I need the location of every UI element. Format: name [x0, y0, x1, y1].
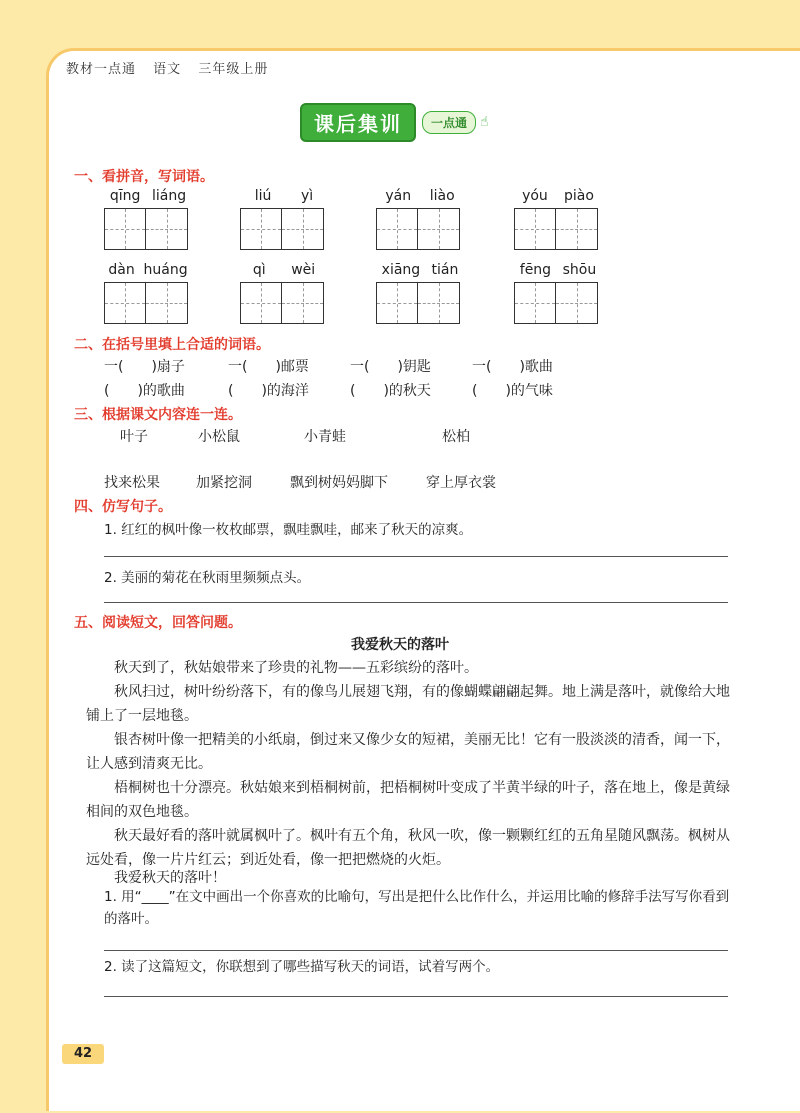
- pinyin-item: [514, 262, 602, 324]
- answer-line[interactable]: [104, 996, 728, 997]
- writing-box[interactable]: [376, 208, 418, 250]
- section-2-title: 二、在括号里填上合适的词语。: [74, 337, 270, 353]
- fill-item[interactable]: ( )的气味: [472, 383, 553, 399]
- article-paragraph: 银杏树叶像一把精美的小纸扇，倒过来又像少女的短裙，美丽无比！它有一股淡淡的清香，闻一下，让人感到清爽无比。: [86, 732, 730, 772]
- fill-item[interactable]: ( )的海洋: [228, 383, 309, 399]
- fill-item[interactable]: 一( )歌曲: [472, 359, 553, 375]
- pinyin-syllable: wèi: [291, 262, 316, 278]
- pinyin-syllable: liáng: [152, 188, 187, 204]
- section-4-title: 四、仿写句子。: [74, 499, 172, 515]
- section-5-title: 五、阅读短文，回答问题。: [74, 615, 242, 631]
- imitate-sentence-2: 2. 美丽的菊花在秋雨里频频点头。: [104, 570, 311, 586]
- pinyin-syllable: yán: [385, 188, 412, 204]
- pointing-hand-icon: ☝: [480, 114, 489, 130]
- pinyin-syllable: shōu: [562, 262, 597, 278]
- imitate-sentence-1: 1. 红红的枫叶像一枚枚邮票，飘哇飘哇，邮来了秋天的凉爽。: [104, 522, 473, 538]
- fill-item[interactable]: ( )的歌曲: [104, 383, 185, 399]
- banner-title: 课后集训: [300, 103, 416, 142]
- running-header: [66, 58, 280, 77]
- article-paragraph: 秋天到了，秋姑娘带来了珍贵的礼物——五彩缤纷的落叶。: [114, 660, 478, 676]
- pinyin-syllable: liào: [429, 188, 455, 204]
- connect-item-bottom[interactable]: 飘到树妈妈脚下: [290, 475, 388, 491]
- pinyin-item: [376, 188, 464, 250]
- section-3-title: 三、根据课文内容连一连。: [74, 407, 242, 423]
- answer-line[interactable]: [104, 556, 728, 557]
- fill-row-2: [104, 380, 594, 400]
- question-1: 1. 用“____”在文中画出一个你喜欢的比喻句，写出是把什么比作什么，并运用比喻的修辞手法写写你看到的落叶。: [104, 889, 730, 927]
- fill-row-1: [104, 356, 594, 376]
- grade: 三年级上册: [198, 62, 269, 77]
- pinyin-syllable: huáng: [143, 262, 188, 278]
- pinyin-syllable: xiāng: [381, 262, 421, 278]
- pinyin-syllable: qīng: [109, 188, 141, 204]
- writing-box[interactable]: [418, 208, 460, 250]
- section-1-title: 一、看拼音，写词语。: [74, 169, 214, 185]
- connect-item-bottom[interactable]: 穿上厚衣裳: [426, 475, 496, 491]
- banner-subtitle: 一点通: [422, 111, 476, 134]
- page-number: 42: [62, 1044, 104, 1064]
- pinyin-item: [240, 188, 328, 250]
- answer-line[interactable]: [104, 950, 728, 951]
- connect-item-bottom[interactable]: 加紧挖洞: [196, 475, 252, 491]
- pinyin-item: [514, 188, 602, 250]
- writing-box[interactable]: [104, 282, 146, 324]
- pinyin-syllable: tián: [431, 262, 459, 278]
- article-paragraph: 梧桐树也十分漂亮。秋姑娘来到梧桐树前，把梧桐树叶变成了半黄半绿的叶子，落在地上，像是黄绿相间的双色地毯。: [86, 780, 730, 820]
- writing-box[interactable]: [282, 282, 324, 324]
- writing-box[interactable]: [240, 282, 282, 324]
- article-title: 我爱秋天的落叶: [351, 637, 449, 653]
- article-paragraph: 我爱秋天的落叶！: [114, 870, 226, 886]
- question-2: 2. 读了这篇短文，你联想到了哪些描写秋天的词语，试着写两个。: [104, 959, 500, 975]
- writing-box[interactable]: [146, 282, 188, 324]
- fill-item[interactable]: 一( )扇子: [104, 359, 185, 375]
- writing-box[interactable]: [104, 208, 146, 250]
- writing-box[interactable]: [514, 208, 556, 250]
- article-paragraph: 秋天最好看的落叶就属枫叶了。枫叶有五个角，秋风一吹，像一颗颗红红的五角星随风飘荡。枫树从远处看，像一片片红云；到近处看，像一把把燃烧的火炬。: [86, 828, 730, 868]
- pinyin-syllable: liú: [254, 188, 272, 204]
- writing-box[interactable]: [418, 282, 460, 324]
- pinyin-syllable: piào: [563, 188, 594, 204]
- writing-box[interactable]: [556, 282, 598, 324]
- pinyin-item: [376, 262, 464, 324]
- writing-box[interactable]: [376, 282, 418, 324]
- section-banner: [300, 102, 489, 142]
- pinyin-syllable: qì: [252, 262, 266, 278]
- connect-item-top[interactable]: 小青蛙: [304, 429, 346, 445]
- writing-box[interactable]: [514, 282, 556, 324]
- fill-item[interactable]: ( )的秋天: [350, 383, 431, 399]
- writing-box[interactable]: [556, 208, 598, 250]
- pinyin-syllable: yóu: [522, 188, 548, 204]
- pinyin-item: [104, 262, 192, 324]
- connect-item-bottom[interactable]: 找来松果: [104, 475, 160, 491]
- connect-item-top[interactable]: 松柏: [442, 429, 470, 445]
- fill-item[interactable]: 一( )钥匙: [350, 359, 431, 375]
- writing-box[interactable]: [146, 208, 188, 250]
- book-name: 教材一点通: [66, 62, 137, 77]
- pinyin-syllable: yì: [301, 188, 314, 204]
- article-paragraph: 秋风扫过，树叶纷纷落下，有的像鸟儿展翅飞翔，有的像蝴蝶翩翩起舞。地上满是落叶，就像给大地铺上了一层地毯。: [86, 684, 730, 724]
- pinyin-item: [104, 188, 192, 250]
- fill-item[interactable]: 一( )邮票: [228, 359, 309, 375]
- pinyin-item: [240, 262, 328, 324]
- pinyin-syllable: fēng: [519, 262, 552, 278]
- writing-box[interactable]: [240, 208, 282, 250]
- connect-item-top[interactable]: 小松鼠: [198, 429, 240, 445]
- writing-box[interactable]: [282, 208, 324, 250]
- pinyin-syllable: dàn: [108, 262, 135, 278]
- answer-line[interactable]: [104, 602, 728, 603]
- connect-item-top[interactable]: 叶子: [120, 429, 148, 445]
- subject: 语文: [153, 62, 182, 77]
